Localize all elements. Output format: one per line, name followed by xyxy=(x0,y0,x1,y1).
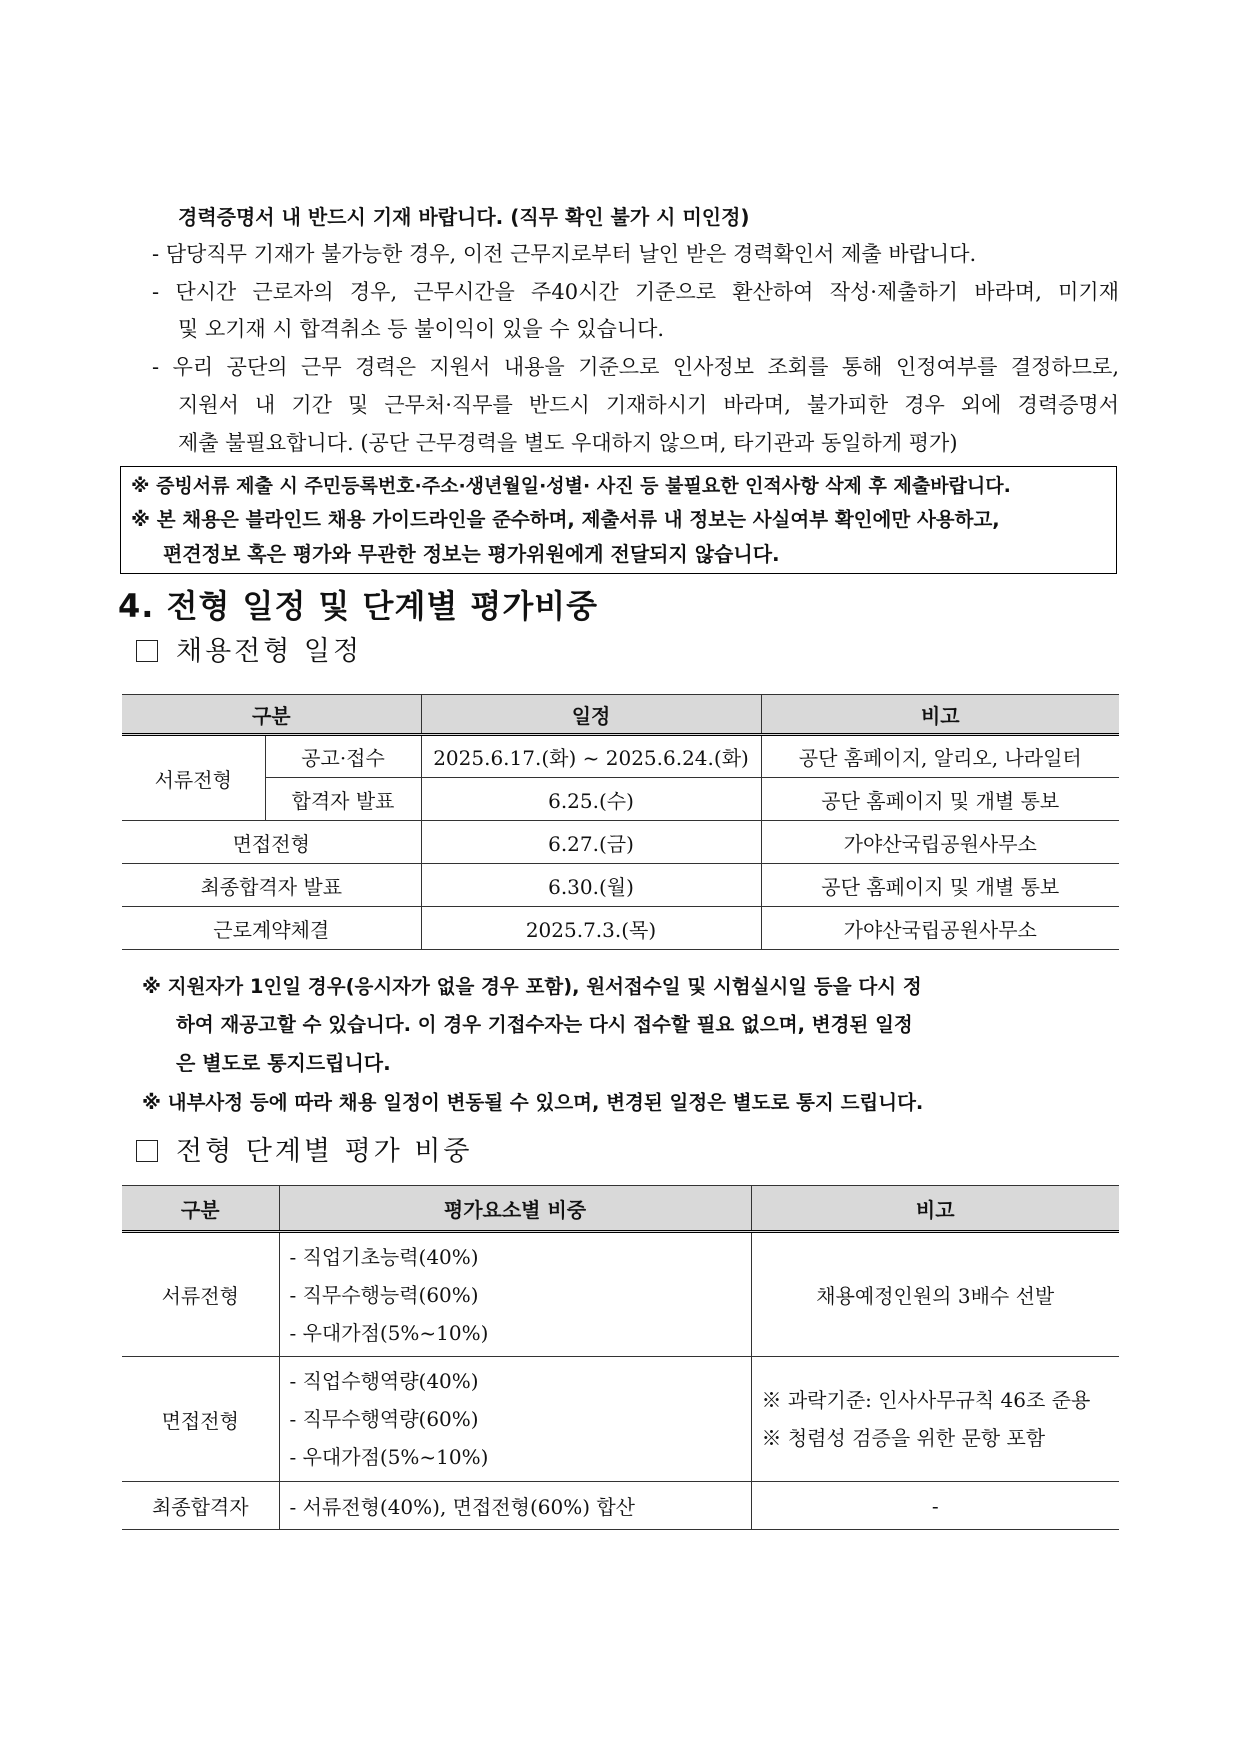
table-cell xyxy=(279,1232,751,1357)
table-cell: 합격자 발표 xyxy=(265,778,421,821)
table-cell: 6.27.(금) xyxy=(421,821,761,864)
table-cell: 면접전형 xyxy=(122,1357,279,1482)
table-row xyxy=(122,1357,1119,1482)
table-header: 평가요소별 비중 xyxy=(279,1186,751,1232)
checkbox-icon xyxy=(136,1140,158,1162)
table-cell: 공고·접수 xyxy=(265,735,421,778)
list-item: ※ 청렴성 검증을 위한 문항 포함 xyxy=(761,1426,1046,1450)
table-cell: 가야산국립공원사무소 xyxy=(761,907,1119,950)
checkbox-icon xyxy=(136,640,158,662)
table-cell: 서류전형 xyxy=(122,1232,279,1357)
notice-line: 편견정보 혹은 평가와 무관한 정보는 평가위원에게 전달되지 않습니다. xyxy=(163,542,780,566)
section-title: 4. 전형 일정 및 단계별 평가비중 xyxy=(118,587,599,625)
table-cell: 채용예정인원의 3배수 선발 xyxy=(751,1232,1119,1357)
table-row xyxy=(122,735,1119,778)
list-item: - 직업기초능력(40%) xyxy=(289,1244,479,1269)
schedule-note: ※ 지원자가 1인일 경우(응시자가 없을 경우 포함), 원서접수일 및 시험실시일 등을 다시 정 xyxy=(142,975,922,998)
table-row xyxy=(122,864,1119,907)
table-cell: 근로계약체결 xyxy=(122,907,421,950)
table-header: 구분 xyxy=(122,695,421,735)
table-cell xyxy=(279,1357,751,1482)
weights-table xyxy=(122,1185,1119,1530)
table-cell: 공단 홈페이지, 알리오, 나라일터 xyxy=(761,735,1119,778)
table-cell: 최종합격자 xyxy=(122,1482,279,1530)
table-cell: 2025.7.3.(목) xyxy=(421,907,761,950)
table-row xyxy=(122,907,1119,950)
table-cell: 최종합격자 발표 xyxy=(122,864,421,907)
table-cell: 가야산국립공원사무소 xyxy=(761,821,1119,864)
bullet-item: - 담당직무 기재가 불가능한 경우, 이전 근무지로부터 날인 받은 경력확인서 제출 바랍니다. xyxy=(152,242,977,266)
bullet-item: - 단시간 근로자의 경우, 근무시간을 주40시간 기준으로 환산하여 작성·제출하기 바라며, 미기재 xyxy=(152,280,1119,304)
table-cell: - 서류전형(40%), 면접전형(60%) 합산 xyxy=(279,1482,751,1530)
list-item: - 직무수행능력(60%) xyxy=(289,1282,479,1307)
table-cell: 2025.6.17.(화) ~ 2025.6.24.(화) xyxy=(421,735,761,778)
table-row xyxy=(122,1482,1119,1530)
table-header: 비고 xyxy=(751,1186,1119,1232)
list-item: - 우대가점(5%~10%) xyxy=(289,1445,489,1469)
table-header: 비고 xyxy=(761,695,1119,735)
table-cell: 면접전형 xyxy=(122,821,421,864)
table-row xyxy=(122,778,1119,821)
bullet-item: - 우리 공단의 근무 경력은 지원서 내용을 기준으로 인사정보 조회를 통해 인정여부를 결정하므로, xyxy=(152,355,1119,379)
list-item: - 직무수행역량(60%) xyxy=(289,1407,479,1431)
table-header: 일정 xyxy=(421,695,761,735)
notice-line: ※ 본 채용은 블라인드 채용 가이드라인을 준수하며, 제출서류 내 정보는 사실여부 확인에만 사용하고, xyxy=(131,508,1000,531)
table-cell: - xyxy=(751,1482,1119,1530)
list-item: - 직업수행역량(40%) xyxy=(289,1369,479,1393)
bullet-item-cont: 지원서 내 기간 및 근무처·직무를 반드시 기재하시기 바라며, 불가피한 경우 외에 경력증명서 xyxy=(178,393,1119,417)
notice-box xyxy=(120,466,1117,574)
table-cell: 공단 홈페이지 및 개별 통보 xyxy=(761,864,1119,907)
schedule-heading: 채용전형 일정 xyxy=(136,634,362,670)
table-cell xyxy=(751,1357,1119,1482)
table-row xyxy=(122,821,1119,864)
notice-line: ※ 증빙서류 제출 시 주민등록번호·주소·생년월일·성별· 사진 등 불필요한 인적사항 삭제 후 제출바랍니다. xyxy=(131,475,1011,497)
bullet-item-cont: 및 오기재 시 합격취소 등 불이익이 있을 수 있습니다. xyxy=(178,317,665,341)
list-item: ※ 과락기준: 인사사무규칙 46조 준용 xyxy=(761,1388,1091,1412)
schedule-table xyxy=(122,694,1119,950)
bullet-item-cont: 제출 불필요합니다. (공단 근무경력을 별도 우대하지 않으며, 타기관과 동일하게 평가) xyxy=(178,431,958,455)
weights-heading: 전형 단계별 평가 비중 xyxy=(136,1134,473,1170)
table-header: 구분 xyxy=(122,1186,279,1232)
schedule-note: 하여 재공고할 수 있습니다. 이 경우 기접수자는 다시 접수할 필요 없으며, 변경된 일정 xyxy=(176,1013,913,1036)
table-cell: 공단 홈페이지 및 개별 통보 xyxy=(761,778,1119,821)
list-item: - 우대가점(5%~10%) xyxy=(289,1320,489,1345)
schedule-note: 은 별도로 통지드립니다. xyxy=(176,1051,391,1075)
intro-line: 경력증명서 내 반드시 기재 바랍니다. (직무 확인 불가 시 미인정) xyxy=(178,205,750,229)
table-cell: 6.25.(수) xyxy=(421,778,761,821)
schedule-note: ※ 내부사정 등에 따라 채용 일정이 변동될 수 있으며, 변경된 일정은 별도로 통지 드립니다. xyxy=(142,1091,924,1114)
table-cell: 6.30.(월) xyxy=(421,864,761,907)
table-cell: 서류전형 xyxy=(122,735,265,821)
table-row xyxy=(122,1232,1119,1357)
